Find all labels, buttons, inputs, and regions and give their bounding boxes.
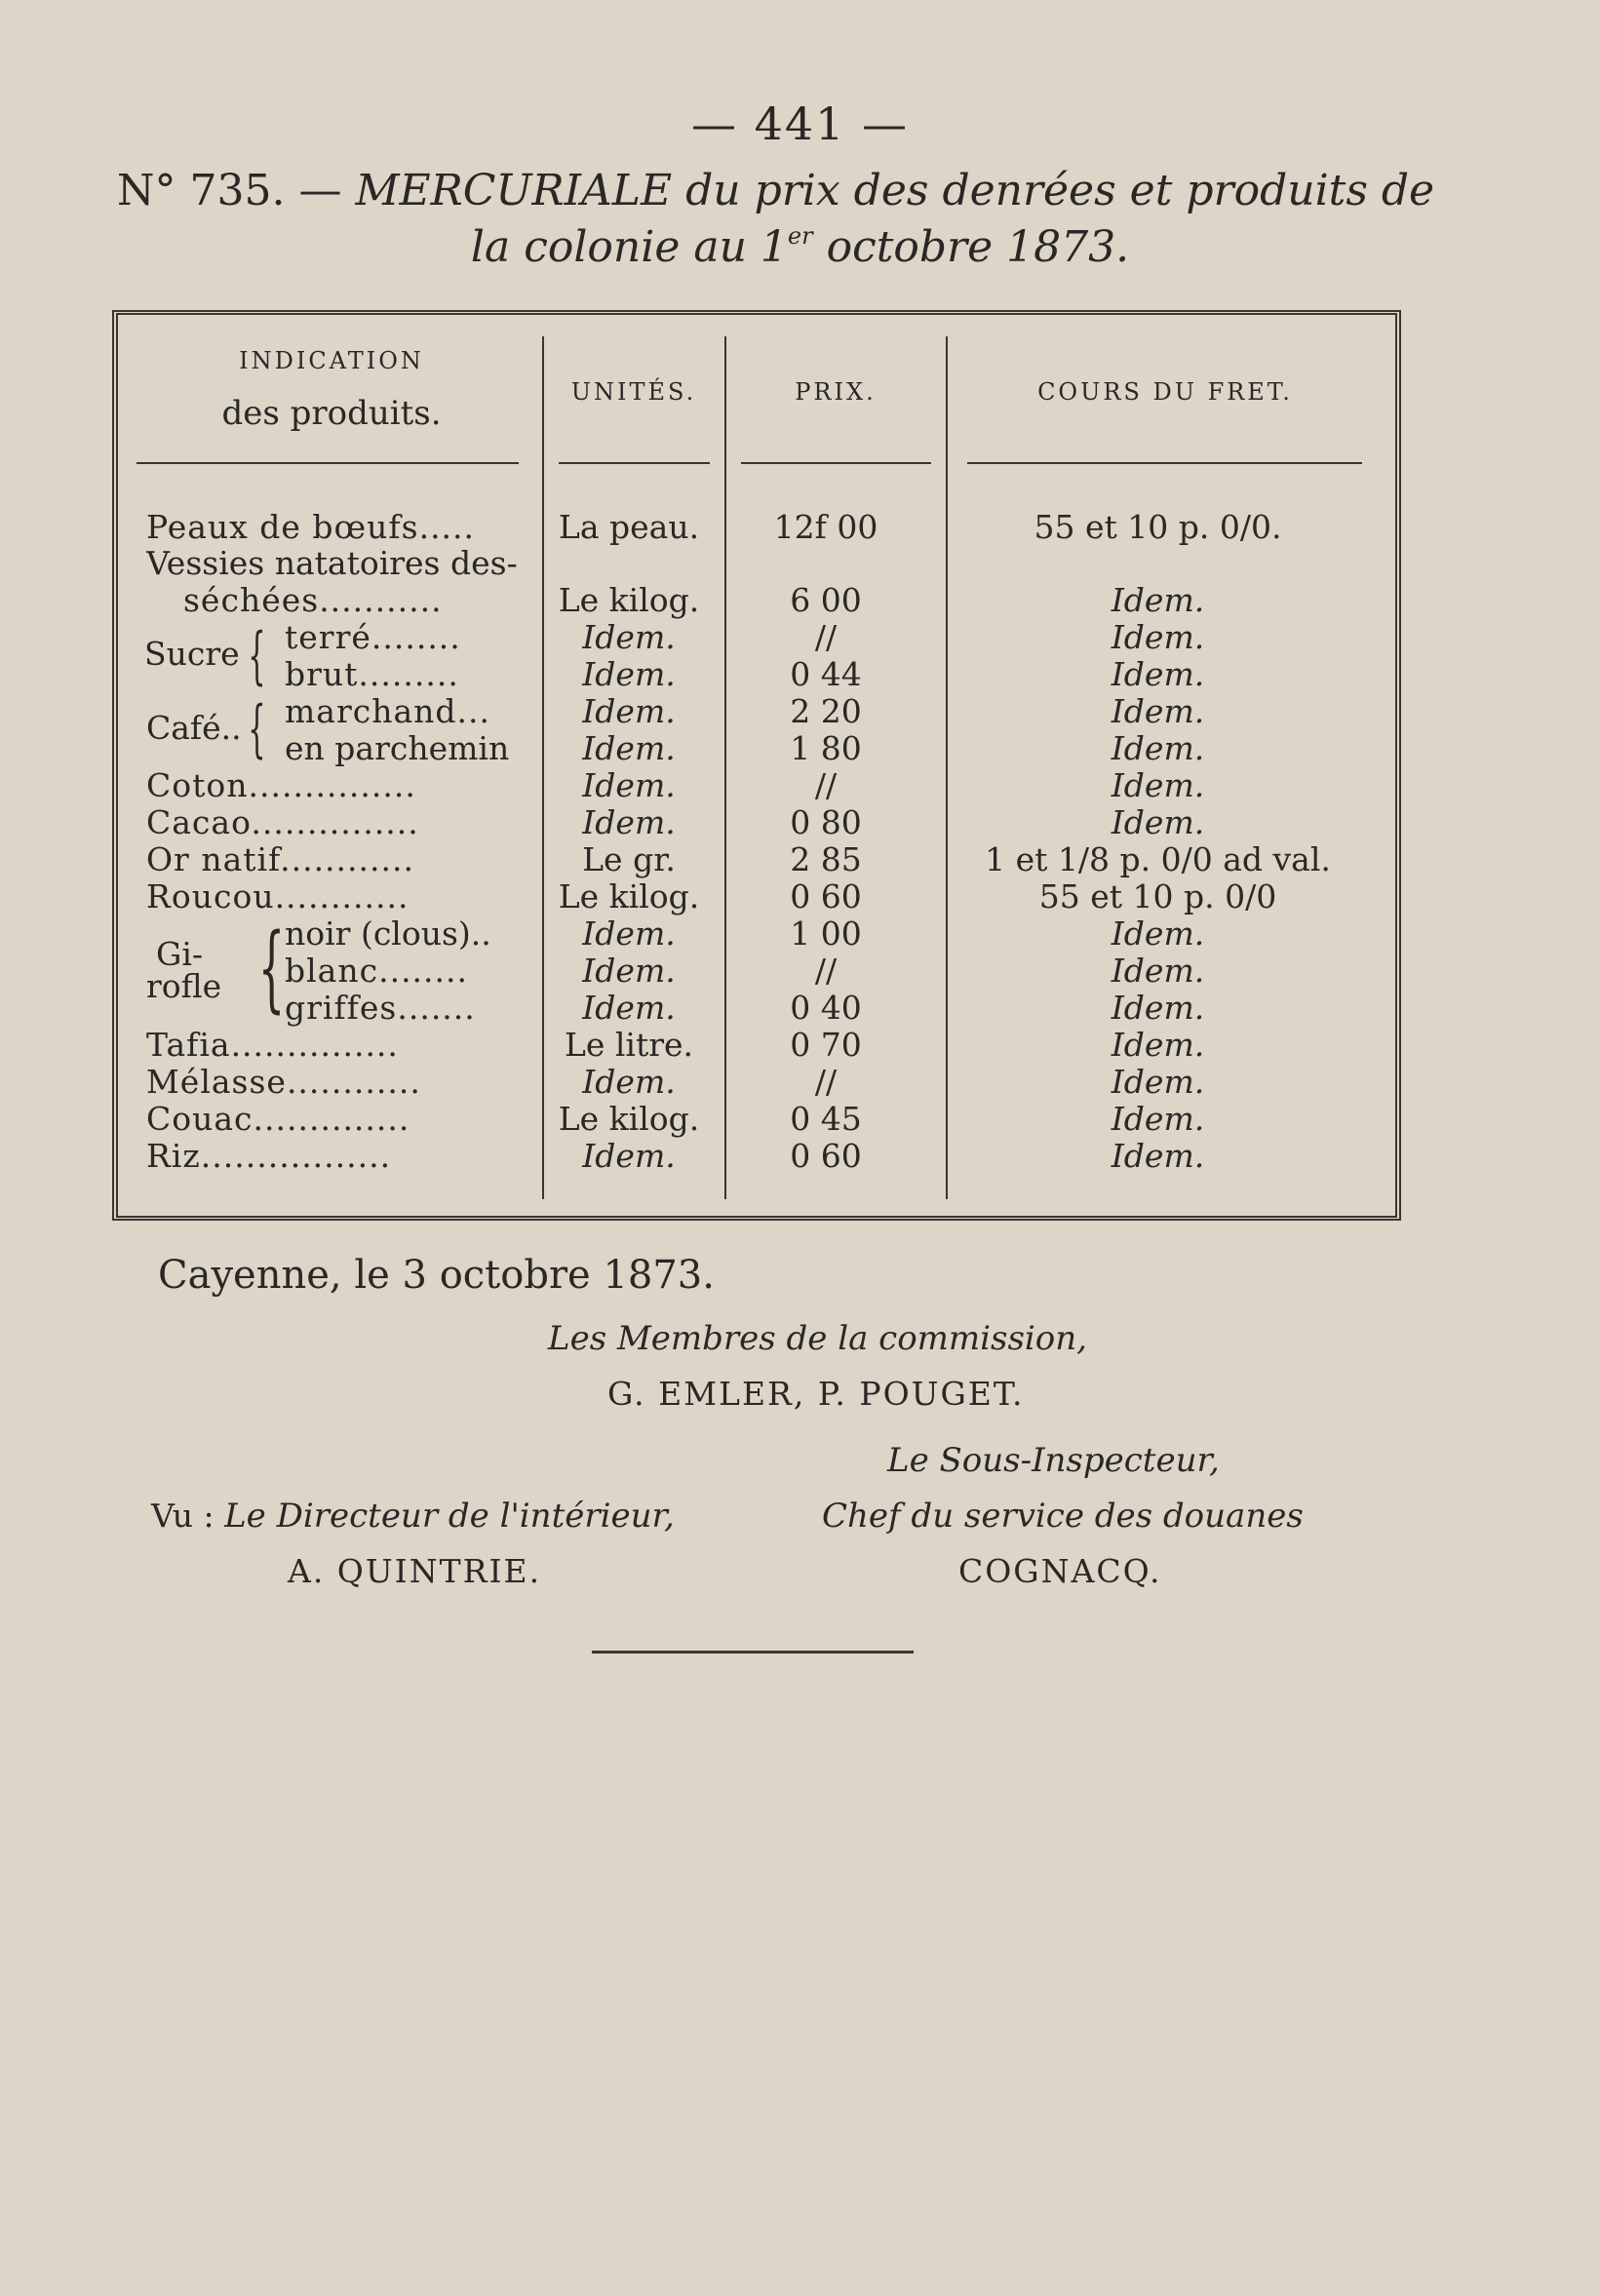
- table-row: [146, 656, 1355, 693]
- freight: 55 et 10 p. 0/0.: [1034, 508, 1282, 546]
- price: 2 85: [790, 840, 862, 878]
- freight: Idem.: [1111, 989, 1205, 1027]
- unit: Idem.: [582, 1137, 676, 1175]
- table-row: [146, 619, 1355, 656]
- header-unites: UNITÉS.: [570, 378, 697, 406]
- unit: Le gr.: [582, 840, 676, 878]
- header-rule-fret: [967, 462, 1362, 464]
- freight: Idem.: [1111, 581, 1205, 619]
- table-row: [146, 841, 1355, 878]
- unit: Idem.: [582, 989, 676, 1027]
- product-name: blanc........: [285, 953, 469, 990]
- table-row: [146, 1138, 1355, 1175]
- title-text: MERCURIALE du prix des denrées et produits de: [355, 166, 1435, 215]
- vu-line: [151, 1497, 675, 1536]
- price: 2 20: [790, 692, 862, 730]
- page-number: — 441 —: [690, 97, 910, 150]
- group-label-cafe: Café..: [146, 709, 242, 747]
- freight: Idem.: [1111, 618, 1205, 656]
- brace-sucre: {: [248, 620, 266, 692]
- product-name: terré........: [285, 619, 461, 656]
- table-row: [146, 730, 1355, 767]
- unit: Idem.: [582, 692, 676, 730]
- directeur-interieur: Le Directeur de l'intérieur,: [224, 1497, 675, 1536]
- price: 0 70: [790, 1026, 862, 1064]
- product-name: Mélasse............: [146, 1064, 421, 1101]
- table-row: [146, 1064, 1355, 1101]
- table-row: [146, 990, 1355, 1027]
- price: 0 40: [790, 989, 862, 1027]
- commission-names: G. EMLER, P. POUGET.: [607, 1375, 1025, 1413]
- freight: 55 et 10 p. 0/0: [1038, 877, 1277, 915]
- product-name: séchées...........: [183, 582, 443, 619]
- document-title-line2: [0, 222, 1600, 272]
- freight: Idem.: [1111, 1137, 1205, 1175]
- unit: Idem.: [582, 766, 676, 804]
- group-label-sucre: Sucre: [144, 635, 240, 673]
- unit: Idem.: [582, 729, 676, 767]
- document-number: N° 735. —: [117, 166, 342, 215]
- freight: Idem.: [1111, 766, 1205, 804]
- unit: Le kilog.: [558, 1100, 700, 1138]
- freight: 1 et 1/8 p. 0/0 ad val.: [985, 840, 1331, 878]
- header-rule-unites: [559, 462, 710, 464]
- table-row: [146, 693, 1355, 730]
- brace-girofle: {: [257, 914, 286, 1023]
- price: 1 80: [790, 729, 862, 767]
- group-label-girofle-2: rofle: [146, 967, 222, 1005]
- vu-label: Vu :: [151, 1497, 215, 1535]
- unit: Le kilog.: [558, 877, 700, 915]
- unit: Le litre.: [564, 1026, 694, 1064]
- price: //: [814, 766, 838, 804]
- product-name: en parchemin: [285, 730, 510, 767]
- freight: Idem.: [1111, 1100, 1205, 1138]
- product-name: Coton...............: [146, 767, 416, 804]
- freight: Idem.: [1111, 1026, 1205, 1064]
- header-prix: PRIX.: [795, 378, 877, 406]
- document-title-line1: [117, 166, 1435, 215]
- header-rule-prix: [741, 462, 931, 464]
- product-name: Couac..............: [146, 1101, 410, 1138]
- table-row: [146, 915, 1355, 953]
- unit: Idem.: [582, 915, 676, 953]
- product-name: brut.........: [285, 656, 459, 693]
- product-name: noir (clous)..: [285, 915, 491, 953]
- price: 12f 00: [773, 508, 878, 546]
- signature-cognacq: COGNACQ.: [958, 1552, 1162, 1590]
- freight: Idem.: [1111, 952, 1205, 990]
- product-name: Peaux de bœufs.....: [146, 509, 476, 546]
- unit: La peau.: [558, 508, 700, 546]
- table-row: [146, 582, 1355, 619]
- header-rule-indication: [137, 462, 519, 464]
- price: 0 45: [790, 1100, 862, 1138]
- title-date-post: octobre 1873.: [812, 222, 1130, 272]
- table-row: [146, 767, 1355, 804]
- unit: Idem.: [582, 1063, 676, 1101]
- place-date: Cayenne, le 3 octobre 1873.: [158, 1253, 715, 1298]
- freight: Idem.: [1111, 692, 1205, 730]
- table-row: [146, 878, 1355, 915]
- price: 0 44: [790, 655, 862, 693]
- product-name: Vessies natatoires des-: [146, 545, 518, 582]
- table-row: [146, 953, 1355, 990]
- product-name: griffes.......: [285, 990, 476, 1027]
- product-name: Roucou............: [146, 878, 410, 915]
- freight: Idem.: [1111, 655, 1205, 693]
- signature-quintrie: A. QUINTRIE.: [288, 1552, 542, 1590]
- price: 0 60: [790, 1137, 862, 1175]
- product-name: Cacao...............: [146, 804, 419, 841]
- table-row: [146, 1101, 1355, 1138]
- unit: Idem.: [582, 952, 676, 990]
- title-date-sup: er: [787, 222, 813, 250]
- header-indication-sub: des produits.: [221, 394, 442, 433]
- price: //: [814, 1063, 838, 1101]
- table-row: [146, 545, 1355, 582]
- unit: Idem.: [582, 803, 676, 841]
- header-indication: INDICATION: [239, 347, 424, 374]
- unit: Idem.: [582, 655, 676, 693]
- sous-inspecteur: Le Sous-Inspecteur,: [887, 1441, 1220, 1480]
- price: 0 80: [790, 803, 862, 841]
- price: 0 60: [790, 877, 862, 915]
- freight: Idem.: [1111, 915, 1205, 953]
- price: //: [814, 952, 838, 990]
- freight: Idem.: [1111, 803, 1205, 841]
- price: 1 00: [790, 915, 862, 953]
- product-name: Or natif............: [146, 841, 414, 878]
- table-row: [146, 804, 1355, 841]
- group-label-girofle-1: Gi-: [156, 935, 204, 973]
- freight: Idem.: [1111, 729, 1205, 767]
- closing-rule: [592, 1651, 914, 1654]
- title-date-pre: la colonie au 1: [470, 222, 788, 272]
- product-name: marchand...: [285, 693, 490, 730]
- freight: Idem.: [1111, 1063, 1205, 1101]
- product-name: Tafia...............: [146, 1027, 399, 1064]
- brace-cafe: {: [248, 693, 266, 765]
- commission-title: Les Membres de la commission,: [548, 1319, 1087, 1358]
- price: 6 00: [790, 581, 862, 619]
- product-name: Riz.................: [146, 1138, 392, 1175]
- unit: Le kilog.: [558, 581, 700, 619]
- chef-douanes: Chef du service des douanes: [822, 1497, 1304, 1536]
- table-row: [146, 1027, 1355, 1064]
- header-fret: COURS DU FRET.: [1037, 378, 1293, 406]
- price: //: [814, 618, 838, 656]
- unit: Idem.: [582, 618, 676, 656]
- table-row: [146, 509, 1355, 546]
